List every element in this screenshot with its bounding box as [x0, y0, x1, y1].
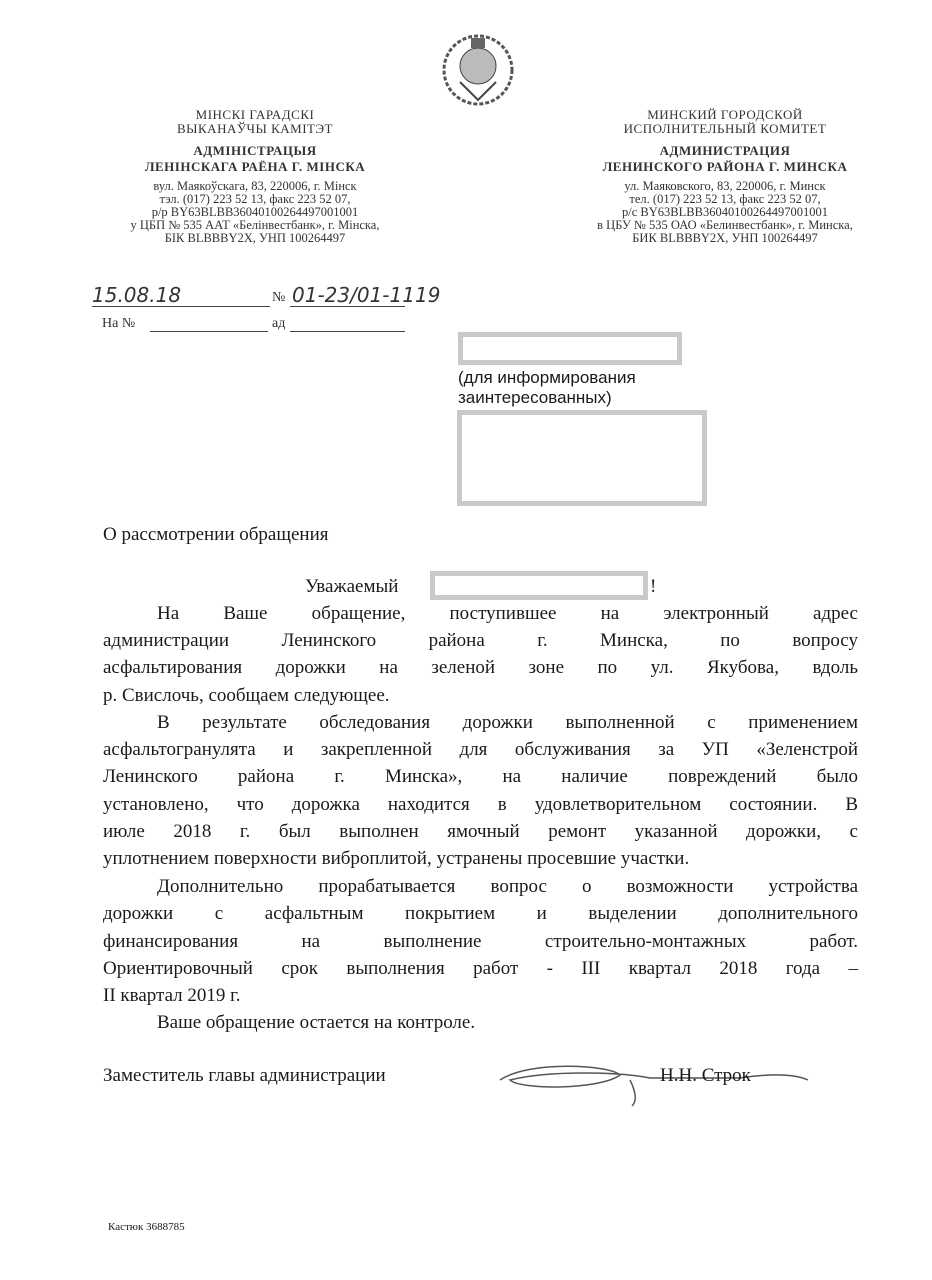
- body-line: II квартал 2019 г.: [103, 985, 241, 1006]
- coat-of-arms-emblem: [438, 30, 518, 108]
- header-left-org1: АДМІНІСТРАЦЫЯ: [193, 143, 317, 158]
- header-left: [90, 108, 420, 245]
- greeting: Уважаемый: [305, 576, 399, 597]
- recipient-note: [458, 368, 636, 408]
- header-right-addr: тел. (017) 223 52 13, факс 223 52 07,: [629, 192, 821, 206]
- header-left-line2: ВЫКАНАЎЧЫ КАМІТЭТ: [177, 121, 333, 136]
- header-right-addr: БИК BLBBBY2X, УНП 100264497: [632, 231, 818, 245]
- recipient-note-line: (для информирования: [458, 368, 636, 387]
- redacted-recipient-name: [458, 332, 682, 365]
- handwritten-number: 01-23/01-1119: [292, 283, 441, 307]
- body-line: уплотнением поверхности виброплитой, устранены просевшие участки.: [103, 848, 690, 869]
- header-left-addr: р/р BY63BLBB36040100264497001001: [151, 205, 359, 219]
- redacted-addressee: [430, 571, 648, 600]
- body-line: Дополнительно прорабатывается вопрос о возможности устройства: [157, 876, 858, 897]
- handwritten-signature: [490, 1050, 820, 1110]
- on-number-label: На №: [102, 316, 136, 331]
- body-line: Ваше обращение остается на контроле.: [157, 1012, 476, 1033]
- header-right-line2: ИСПОЛНИТЕЛЬНЫЙ КОМИТЕТ: [623, 121, 827, 136]
- body-line: асфальтогранулята и закрепленной для обслуживания за УП «Зеленстрой: [103, 739, 858, 760]
- body-line: дорожки с асфальтным покрытием и выделении дополнительного: [103, 903, 858, 924]
- redacted-recipient-address: [457, 410, 707, 506]
- header-left-addr: тэл. (017) 223 52 13, факс 223 52 07,: [159, 192, 351, 206]
- header-left-line1: МІНСКІ ГАРАДСКІ: [195, 107, 315, 122]
- body-line: администрации Ленинского района г. Минска, по вопросу: [103, 630, 858, 651]
- body-line: На Ваше обращение, поступившее на электронный адрес: [157, 603, 858, 624]
- body-line: р. Свислочь, сообщаем следующее.: [103, 685, 390, 706]
- body-line: финансирования на выполнение строительно-монтажных работ.: [103, 931, 858, 952]
- body-line: асфальтирования дорожки на зеленой зоне по ул. Якубова, вдоль: [103, 657, 858, 678]
- number-label: №: [272, 290, 286, 305]
- from-label: ад: [272, 316, 286, 331]
- header-left-org2: ЛЕНІНСКАГА РАЁНА Г. МІНСКА: [144, 159, 366, 174]
- body-line: В результате обследования дорожки выполненной с применением: [157, 712, 858, 733]
- subject: О рассмотрении обращения: [103, 524, 329, 545]
- header-right-line1: МИНСКИЙ ГОРОДСКОЙ: [647, 107, 803, 122]
- header-left-addr: у ЦБП № 535 ААТ «Белінвестбанк», г. Мінска,: [130, 218, 380, 232]
- signatory-name: Н.Н. Строк: [660, 1065, 751, 1086]
- header-right: [555, 108, 895, 245]
- header-left-addr: вул. Маякоўскага, 83, 220006, г. Мінск: [153, 179, 357, 193]
- header-left-addr: БІК BLBBBY2X, УНП 100264497: [164, 231, 346, 245]
- greeting-end: !: [650, 576, 657, 597]
- header-right-addr: р/с BY63BLBB36040100264497001001: [622, 205, 828, 219]
- body-line: Ориентировочный срок выполнения работ - III квартал 2018 года –: [103, 958, 858, 979]
- footer-executor: Кастюк 3688785: [108, 1221, 185, 1233]
- body-line: июле 2018 г. был выполнен ямочный ремонт указанной дорожки, с: [103, 821, 858, 842]
- signatory-title: Заместитель главы администрации: [103, 1065, 386, 1086]
- header-right-addr: ул. Маяковского, 83, 220006, г. Минск: [624, 179, 826, 193]
- body-line: установлено, что дорожка находится в удовлетворительном состоянии. В: [103, 794, 858, 815]
- body-line: Ленинского района г. Минска», на наличие повреждений было: [103, 766, 858, 787]
- header-right-addr: в ЦБУ № 535 ОАО «Белинвестбанк», г. Минска,: [597, 218, 853, 232]
- handwritten-date: 15.08.18: [92, 283, 182, 307]
- header-right-org1: АДМИНИСТРАЦИЯ: [659, 143, 791, 158]
- header-right-org2: ЛЕНИНСКОГО РАЙОНА Г. МИНСКА: [602, 159, 848, 174]
- recipient-note-line: заинтересованных): [458, 388, 612, 407]
